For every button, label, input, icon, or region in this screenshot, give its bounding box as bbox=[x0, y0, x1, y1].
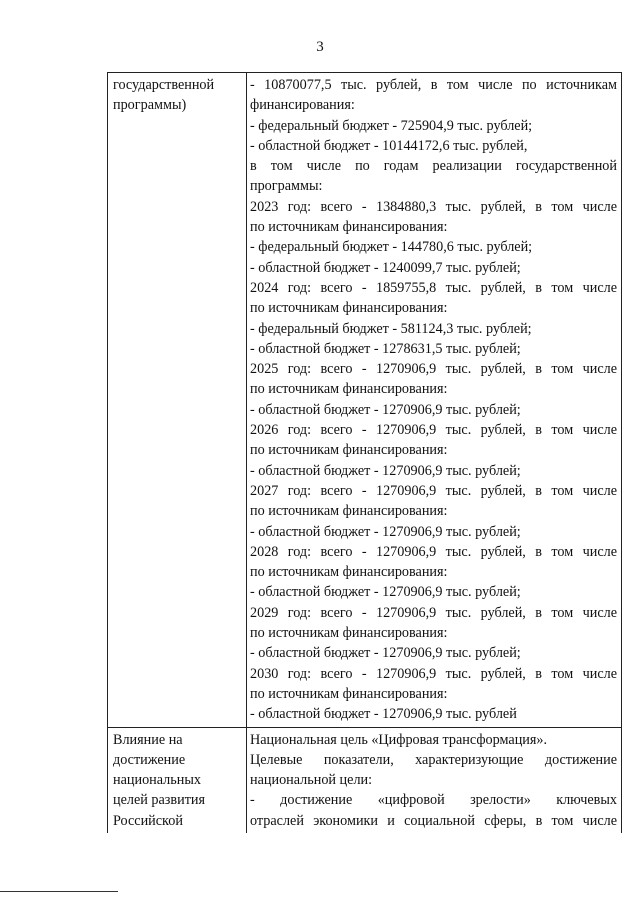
text-line: по источникам финансирования: bbox=[250, 685, 448, 702]
page-number: 3 bbox=[316, 39, 324, 55]
text-line: - областной бюджет - 1278631,5 тыс. рублей; bbox=[250, 340, 521, 357]
row-label bbox=[113, 75, 241, 116]
text-line: 2024 год: всего - 1859755,8 тыс. рублей, в том числе bbox=[250, 279, 617, 296]
text-line: - областной бюджет - 1240099,7 тыс. рублей; bbox=[250, 259, 521, 276]
text-line: 2027 год: всего - 1270906,9 тыс. рублей, в том числе bbox=[250, 482, 617, 499]
text-line: - областной бюджет - 1270906,9 тыс. рублей; bbox=[250, 462, 521, 479]
text-line: отраслей экономики и социальной сферы, в том числе bbox=[250, 812, 617, 829]
text-line: Российской bbox=[113, 812, 183, 829]
text-line: 2026 год: всего - 1270906,9 тыс. рублей, в том числе bbox=[250, 422, 617, 439]
text-line: национальных bbox=[113, 772, 201, 789]
text-line: 2023 год: всего - 1384880,3 тыс. рублей, в том числе bbox=[250, 198, 617, 215]
text-line: по источникам финансирования: bbox=[250, 381, 448, 398]
text-line: 2025 год: всего - 1270906,9 тыс. рублей, в том числе bbox=[250, 361, 617, 378]
row-label-cell bbox=[108, 73, 247, 728]
text-line: - областной бюджет - 1270906,9 тыс. рублей; bbox=[250, 645, 521, 662]
text-line: - областной бюджет - 1270906,9 тыс. рублей; bbox=[250, 523, 521, 540]
text-line: по источникам финансирования: bbox=[250, 625, 448, 642]
footer-rule bbox=[0, 891, 118, 892]
text-line: по источникам финансирования: bbox=[250, 300, 448, 317]
row-label bbox=[113, 730, 241, 831]
text-line: программы: bbox=[250, 178, 323, 195]
row-label-cell bbox=[108, 727, 247, 833]
text-line: - областной бюджет - 10144172,6 тыс. рублей, bbox=[250, 137, 528, 154]
text-line: 2030 год: всего - 1270906,9 тыс. рублей, в том числе bbox=[250, 665, 617, 682]
text-line: 2029 год: всего - 1270906,9 тыс. рублей, в том числе bbox=[250, 604, 617, 621]
text-line: национальной цели: bbox=[250, 772, 373, 789]
text-line: финансирования: bbox=[250, 97, 355, 114]
text-line: - областной бюджет - 1270906,9 тыс. рублей bbox=[250, 706, 517, 723]
national-goals-text bbox=[250, 730, 617, 831]
text-line: по источникам финансирования: bbox=[250, 219, 448, 236]
text-line: - федеральный бюджет - 144780,6 тыс. рублей; bbox=[250, 239, 533, 256]
row-content-cell bbox=[247, 73, 622, 728]
text-line: целей развития bbox=[113, 792, 206, 809]
text-line: по источникам финансирования: bbox=[250, 503, 448, 520]
passport-table bbox=[107, 72, 622, 833]
table-row-financing bbox=[108, 73, 622, 728]
text-line: Национальная цель «Цифровая трансформация». bbox=[250, 731, 548, 748]
text-line: - достижение «цифровой зрелости» ключевых bbox=[250, 792, 617, 809]
text-line: по источникам финансирования: bbox=[250, 442, 448, 459]
text-line: программы) bbox=[113, 97, 187, 114]
text-line: - федеральный бюджет - 725904,9 тыс. рублей; bbox=[250, 117, 533, 134]
text-line: Влияние на bbox=[113, 731, 183, 748]
table-row-national-goals bbox=[108, 727, 622, 833]
financing-text bbox=[250, 75, 617, 725]
text-line: по источникам финансирования: bbox=[250, 564, 448, 581]
text-line: - 10870077,5 тыс. рублей, в том числе по источникам bbox=[250, 77, 617, 93]
text-line: - областной бюджет - 1270906,9 тыс. рублей; bbox=[250, 584, 521, 601]
text-line: 2028 год: всего - 1270906,9 тыс. рублей, в том числе bbox=[250, 543, 617, 560]
text-line: - областной бюджет - 1270906,9 тыс. рублей; bbox=[250, 401, 521, 418]
text-line: Целевые показатели, характеризующие достижение bbox=[250, 751, 617, 768]
text-line: - федеральный бюджет - 581124,3 тыс. рублей; bbox=[250, 320, 532, 337]
text-line: государственной bbox=[113, 77, 215, 93]
row-content-cell bbox=[247, 727, 622, 833]
text-line: достижение bbox=[113, 751, 186, 768]
text-line: в том числе по годам реализации государственной bbox=[250, 158, 617, 175]
